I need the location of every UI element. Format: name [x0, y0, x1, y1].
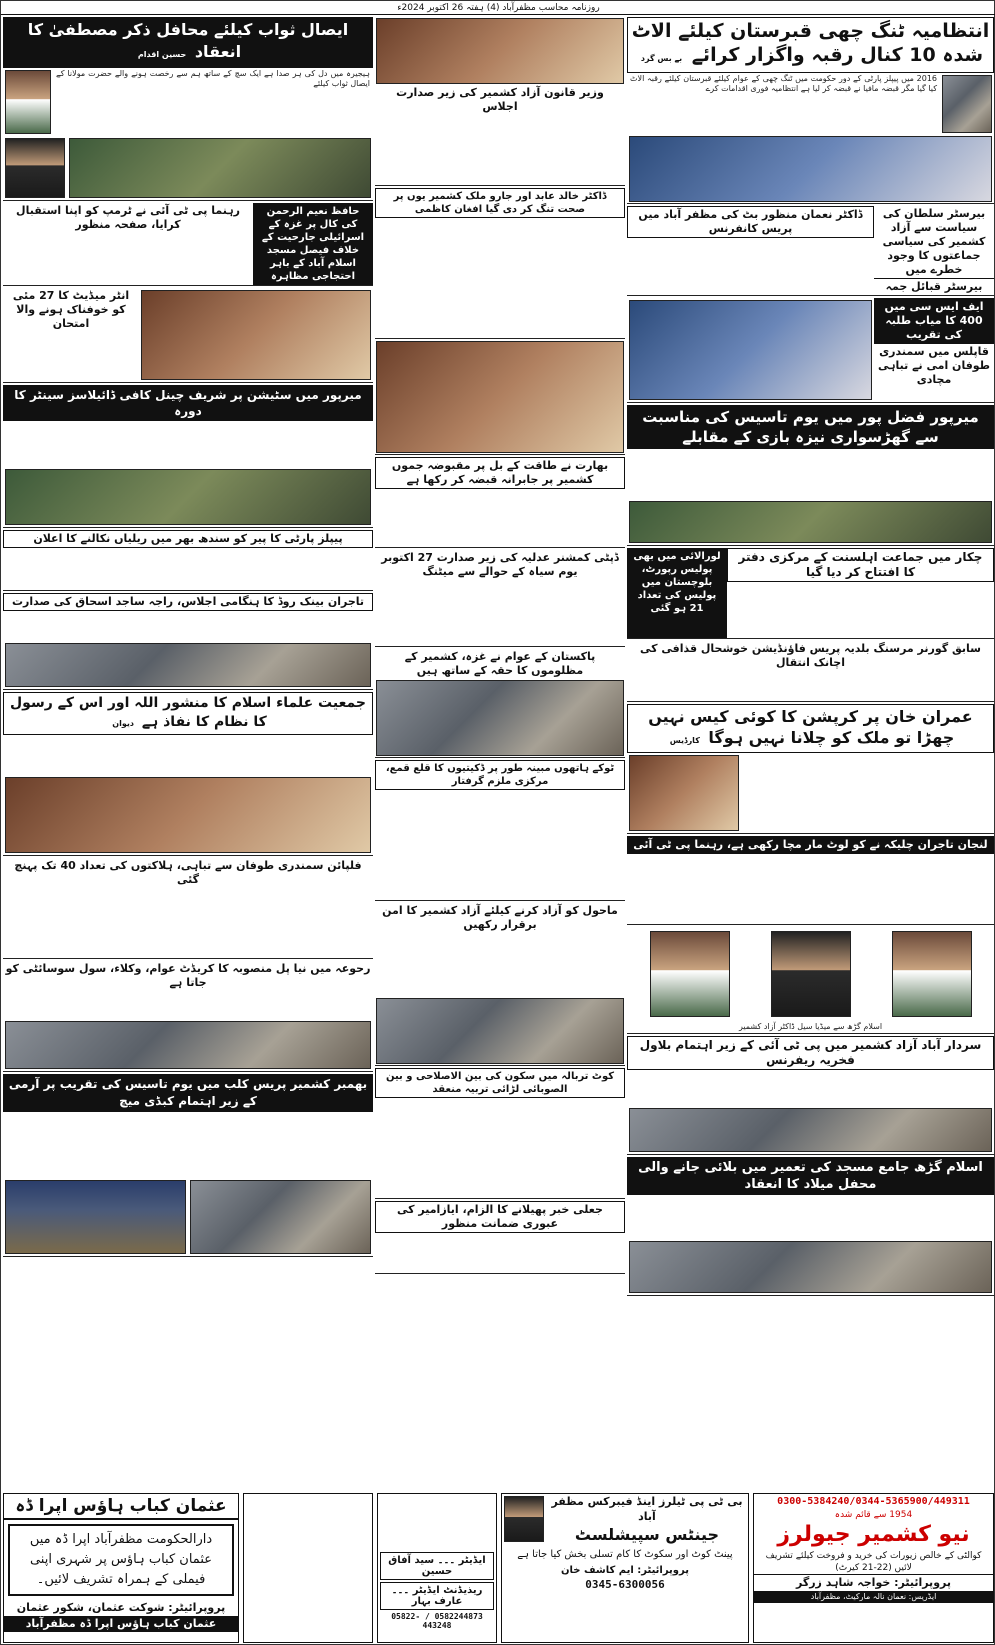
story-dialysis-body: [3, 421, 373, 467]
story-ayaz-amir-body: [375, 1233, 625, 1273]
market-photo: [69, 138, 371, 198]
tailor-ad-title: بی ٹی پی ٹیلرز اینڈ فیبرکس مظفر آباد: [551, 1495, 743, 1523]
jewellers-address: ایڈریس: نعمان نالہ مارکیٹ، مظفرآباد: [754, 1591, 993, 1603]
story-press-head: ڈاکٹر نعمان منظور بٹ کی مظفر آباد میں پریس کانفرنس: [627, 206, 874, 238]
story-exam-head: انٹر میڈیٹ کا 27 مئی کو خوفناک ہونے والا امتحان: [12, 289, 130, 330]
tailor-ad-phone: 0345-6300056: [585, 1578, 665, 1591]
lead-headline-right-tag: بے بس گرد: [640, 54, 683, 63]
story-bridge-body: [3, 991, 373, 1019]
story-traders-body: [627, 854, 994, 924]
story-kabaddi-head: بھمبر کشمیر پریس کلب میں یوم تاسیس کی تقریب پر آرمی کے زیر اہتمام کبڈی میچ: [3, 1074, 373, 1112]
portrait-3: [650, 931, 730, 1017]
story-cyclone-sub: قاپلس میں سمندری طوفان امی نے تباہی مچادی: [877, 345, 991, 386]
story-kazmi-body: [375, 218, 625, 338]
story-occupation: [375, 457, 625, 548]
story-dc-meeting-head: ڈپٹی کمشنر عدلیہ کی زیر صدارت 27 اکتوبر یوم سیاہ کے حوالے سے میٹنگ: [381, 551, 619, 578]
story-reference-head: سردار آباد آزاد کشمیر میں پی ٹی آئی کے زیر اہتمام بلاول فخریہ ریفرنس: [627, 1036, 994, 1070]
story-jui-head-text: جمعیت علماء اسلام کا منشور اللہ اور اس کے رسول کا نظام کا نفاذ ہے: [10, 695, 366, 730]
bridge-event-photo: [5, 1021, 371, 1069]
story-gaza: [375, 649, 625, 758]
kebab-ad-body: دارالحکومت مظفرآباد اپرا ڈہ میں عثمان کباب ہاؤس پر شہری اپنی فیملی کے ہمراہ تشریف لائیں۔: [8, 1524, 234, 1596]
lead-body-right: 2016 میں پیپلز پارٹی کے دور حکومت میں ٹنگ چھی کے عوام کیلئے قبرستان کیلئے رقبہ الاٹ کیا گیا مگر قبضہ مافیا نے قبضہ کر لیا ہے انتظامیہ فوری اقدامات کرے: [630, 74, 937, 93]
story-dialysis: [3, 385, 373, 528]
story-jui-head: [3, 692, 373, 735]
jui-gathering-photo: [5, 777, 371, 853]
horse-event-photo: [629, 501, 992, 543]
reference-photo: [629, 1108, 992, 1152]
story-traders-meeting: [3, 593, 373, 690]
tailor-ad-sub: جینٹس سپیشلسٹ: [574, 1525, 720, 1544]
students-photo: [629, 300, 872, 400]
story-law-minister-body: [375, 115, 625, 185]
press-conference-photo: [629, 755, 739, 831]
story-tarbala: [375, 1068, 625, 1199]
lead-headline-left-tag: حسین اقدام: [137, 50, 187, 59]
editors-phone: 0582244873 / 05822-443248: [391, 1612, 483, 1630]
jewellers-body: کوالٹی کے خالص زیورات کی خرید و فروخت کیلئے تشریف لائیں (22-21 کیرٹ): [765, 1551, 982, 1573]
kebab-ad-owners: پروپرائیٹر: شوکت عثمان، شکور عثمان: [16, 1601, 226, 1614]
kebab-ad-title: عثمان کباب ہاؤس اپرا ڈہ: [4, 1494, 238, 1520]
story-jui-body: [3, 735, 373, 775]
story-protest-head: حافظ نعیم الرحمن کی کال پر غزہ کے اسرائیلی جارحیت کے خلاف فیصل مسجد اسلام آباد کے باہر احتجاجی مظاہرہ: [253, 203, 373, 285]
story-horse-head: میرپور فضل پور میں یوم تاسیس کی مناسبت سے گھڑسواری نیزہ بازی کے مقابلے: [627, 405, 994, 449]
lead-headline-left: [3, 17, 373, 68]
story-traders-meeting-head: تاجران بینک روڈ کا ہنگامی اجلاس، راجہ ساجد اسحاق کی صدارت: [3, 593, 373, 611]
editors-box: [377, 1493, 497, 1643]
story-governor: [627, 641, 994, 702]
parade-photo: [5, 469, 371, 525]
story-barrister: [627, 206, 994, 296]
masthead: [1, 1, 995, 15]
sports-hall-photo: [5, 1180, 186, 1254]
notices-ad: [243, 1493, 373, 1643]
story-ppp-rallies: [3, 530, 373, 591]
story-philippines: [3, 858, 373, 959]
story-horse-body: [627, 449, 994, 499]
story-protest: [3, 203, 373, 286]
jewellers-est: 1954 سے قائم شدہ: [834, 1510, 913, 1520]
story-peace-body: [375, 933, 625, 997]
story-philippines-head: فلپائن سمندری طوفان سے تباہی، ہلاکتوں کی تعداد 40 تک پہنچ گئی: [14, 859, 362, 886]
story-ppp-head: پیپلز پارٹی کا پیر کو سندھ بھر میں ریلیاں نکالنے کا اعلان: [3, 530, 373, 548]
story-mosque-head: اسلام گڑھ جامع مسجد کی تعمیر میں بلائی جانے والی محفل میلاد کا انعقاد: [627, 1157, 994, 1195]
story-bridge: [3, 961, 373, 1072]
story-office-head: چکار میں جماعت اہلسنت کے مرکزی دفتر کا افتتاح کر دیا گیا: [727, 548, 994, 582]
traders-meeting-photo: [5, 643, 371, 687]
story-occupation-head: بھارت نے طاقت کے بل پر مقبوضہ جموں کشمیر پر جابرانہ قبضہ کر رکھا ہے: [375, 457, 625, 489]
story-ayaz-amir: [375, 1201, 625, 1274]
meeting-photo: [376, 18, 624, 84]
lead-headline-left-text: ایصال ثواب کیلئے محافل ذکر مصطفیٰ کا انعقاد: [27, 20, 349, 61]
story-press-body: [627, 238, 874, 278]
story-peace: [375, 903, 625, 1066]
story-ayaz-amir-head: جعلی خبر پھیلانے کا الزام، ایازامیر کی عبوری ضمانت منظور: [375, 1201, 625, 1233]
lead-body-left: ہیجیرہ میں دل کی ہر صدا ہے ایک سچ کے ساتھ ہم سے رخصت ہونے والے حضرت مولانا کے ایصال ثواب کیلئے: [56, 69, 370, 88]
portraits-caption: اسلام گڑھ سے میڈیا سیل ڈاکٹر آزاد کشمیر: [738, 1022, 883, 1031]
jewellers-phone: 0300-5384240/0344-5365900/449311: [777, 1496, 970, 1507]
story-tarbala-head: کوٹ تربالہ میں سکون کی بین الاصلاحی و بین الصوبائی لڑائی تربیہ منعقد: [375, 1068, 625, 1098]
story-jui-tag: دیوان: [112, 719, 134, 728]
portraits-strip: [627, 927, 994, 1034]
story-office-body: [727, 582, 994, 638]
story-reference: [627, 1036, 994, 1155]
story-imran-khan: [627, 704, 994, 834]
story-exam: [3, 288, 373, 383]
tailor-ad-owner: پروپرائیٹر: ایم کاشف خان: [560, 1565, 689, 1576]
story-barrister-head: بیرسٹر سلطان کی سیاست سے آزاد کشمیر کی سیاسی جماعتوں کا وجود خطرے میں: [882, 207, 986, 276]
story-law-minister: [375, 18, 625, 186]
story-exam-body: [3, 332, 139, 382]
story-philippines-body: [3, 888, 373, 958]
story-occupation-body: [375, 489, 625, 547]
story-robbery: [375, 760, 625, 901]
story-students: [627, 298, 994, 403]
story-tarbala-body: [375, 1098, 625, 1198]
lead-headline-right: [627, 17, 994, 73]
lead-story-left: [3, 17, 373, 201]
kebab-house-ad: [3, 1493, 239, 1643]
story-kabaddi: [3, 1074, 373, 1257]
story-reference-body: [627, 1070, 994, 1106]
lead-headline-right-text: انتظامیہ ٹنگ چھی قبرستان کیلئے الاٹ شدہ 10 کنال رقبہ واگزار کرائے: [631, 20, 990, 66]
garland-photo-block: [375, 341, 625, 455]
story-mosque-body: [627, 1195, 994, 1239]
story-office: [627, 548, 994, 639]
column-right: [627, 17, 994, 1417]
story-kazmi-head: ڈاکٹر خالد عابد اور جارو ملک کشمیر یوں پر صحت تنگ کر دی گیا افغان کاظمی: [375, 188, 625, 218]
school-crowd-photo: [629, 136, 992, 202]
story-students-head: ایف ایس سی میں 400 کا میاب طلبہ کی تقریب: [874, 298, 994, 344]
story-trump-head: رہنما پی ٹی آئی نے ٹرمپ کو اپنا استقبال کرایا، صفحہ منظور: [16, 204, 240, 231]
tailor-portrait: [504, 1496, 544, 1542]
story-trump-body: [3, 233, 253, 283]
notices-text: [244, 1494, 372, 1640]
masthead-line: روزنامہ محاسب مظفرآباد (4) ہفتہ 26 اکتوبر 2024ء: [397, 3, 600, 13]
story-dc-meeting: [375, 550, 625, 647]
jewellers-title: نیو کشمیر جیولرز: [777, 1522, 970, 1547]
story-robbery-body: [375, 790, 625, 900]
lead-story-right: [627, 17, 994, 204]
story-law-minister-head: وزیر قانون آزاد کشمیر کی زیر صدارت اجلاس: [396, 86, 604, 113]
story-traders-meeting-body: [3, 611, 373, 641]
tailor-ad-body: پینٹ کوٹ اور سکوٹ کا کام تسلی بخش کیا جاتا ہے: [517, 1549, 733, 1560]
portrait-2: [771, 931, 851, 1017]
portrait-photo: [942, 75, 992, 133]
story-kazmi: [375, 188, 625, 339]
jewellers-owner: پروپرائیٹر: خواجہ شاہد زرگر: [754, 1574, 993, 1591]
kebab-ad-footer: عثمان کباب ہاؤس اپرا ڈہ مظفرآباد: [4, 1616, 238, 1632]
editors-sub: ریذیڈنٹ ایڈیٹر ۔۔۔ عارف بہار: [380, 1582, 494, 1610]
story-gaza-head: پاکستان کے عوام نے غزہ، کشمیر کے مظلوموں کا حقہ کے ساتھ ہیں: [404, 650, 596, 677]
story-bridge-head: رحوعہ میں نیا پل منصوبہ کا کریڈٹ عوام، وکلاء، سول سوسائٹی کو جاتا ہے: [5, 962, 371, 989]
officials-photo: [376, 998, 624, 1064]
story-barrister-sub: بیرسٹر قبائل جمہ: [874, 278, 994, 295]
award-photo: [190, 1180, 371, 1254]
story-traders: [627, 836, 994, 925]
jewellers-ad: [753, 1493, 994, 1643]
story-imran-tag: کارڈیس: [669, 736, 700, 745]
story-robbery-head: ٹوکے ہاتھوں مبینہ طور پر ڈکیتیوں کا قلع قمع، مرکزی ملزم گرفتار: [375, 760, 625, 790]
garland-photo: [376, 341, 624, 453]
story-governor-head: سابق گورنر مرسنگ بلدیہ پریس فاؤنڈیشن خوشحال قذافی کی اچانک انتقال: [640, 642, 981, 669]
story-dc-meeting-body: [375, 580, 625, 646]
story-mosque: [627, 1157, 994, 1296]
column-middle: [375, 17, 625, 1417]
story-governor-body: [627, 671, 994, 701]
story-imran-head: [627, 704, 994, 753]
cleric-portrait: [5, 70, 51, 134]
story-dialysis-head: میرپور میں سٹیشن پر شریف چینل کافی ڈائیلاسز سینٹر کا دورہ: [3, 385, 373, 421]
editors-notes: [378, 1494, 496, 1550]
story-jui: [3, 692, 373, 856]
story-traders-head: لنجان تاجران چلیکہ نے کو لوٹ مار مچا رکھی ہے، رہنما پی ٹی آئی: [627, 836, 994, 854]
story-imran-body: [741, 753, 994, 833]
story-peace-head: ماحول کو آزاد کرنے کیلئے آزاد کشمیر کا امن برقرار رکھیں: [382, 904, 618, 931]
officer-portrait: [5, 138, 65, 198]
gaza-event-photo: [376, 680, 624, 756]
editors-title: ایڈیٹر ۔۔۔ سید آفاق حسین: [380, 1552, 494, 1580]
column-left: [3, 17, 373, 1417]
portrait-1: [892, 931, 972, 1017]
office-photo: [141, 290, 371, 380]
tailor-ad: [501, 1493, 749, 1643]
story-ppp-body: [3, 548, 373, 590]
story-kabaddi-body: [3, 1112, 373, 1178]
story-police-side: لورالائی میں بھی پولیس رپورٹ، بلوچستان میں پولیس کی تعداد 21 ہو گئی: [627, 548, 727, 638]
story-imran-head-text: عمران خان پر کرپشن کا کوئی کیس نہیں چھڑا تو ملک کو چلانا نہیں ہوگا: [648, 707, 973, 747]
mosque-event-photo: [629, 1241, 992, 1293]
story-horse-riding: [627, 405, 994, 546]
